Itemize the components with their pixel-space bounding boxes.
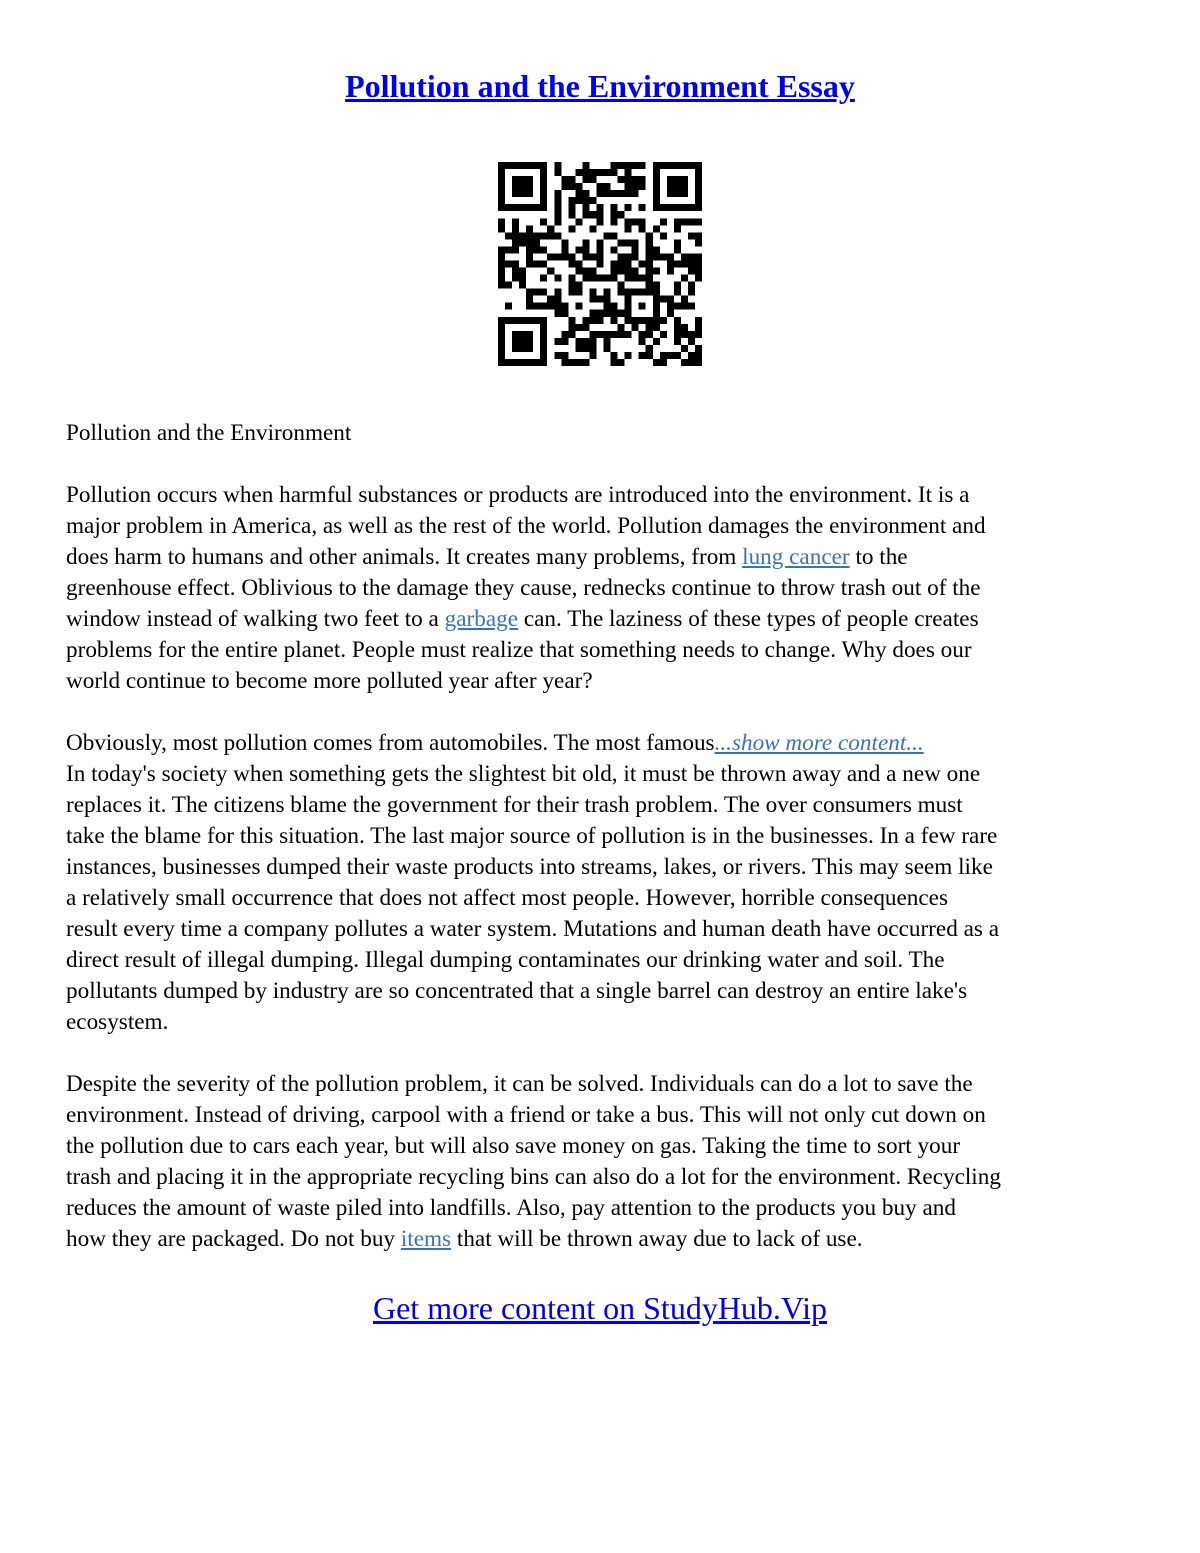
get-more-content-link[interactable]: Get more content on StudyHub.Vip <box>372 1290 827 1326</box>
text-line: how they are packaged. Do not buy items that will be thrown away due to lack of use. <box>66 1226 863 1252</box>
text-line: trash and placing it in the appropriate recycling bins can also do a lot for the environment. Recycling <box>66 1164 1001 1190</box>
text-line: ecosystem. <box>66 1009 169 1035</box>
text-line: window instead of walking two feet to a garbage can. The laziness of these types of people creates <box>66 606 979 632</box>
text-line: the pollution due to cars each year, but will also save money on gas. Taking the time to sort your <box>66 1133 961 1159</box>
text-line: problems for the entire planet. People must realize that something needs to change. Why does our <box>66 637 972 663</box>
paragraph-3 <box>66 1069 1141 1255</box>
essay-title <box>0 66 1200 106</box>
text-line: result every time a company pollutes a water system. Mutations and human death have occurred as a <box>66 916 999 942</box>
text-line: direct result of illegal dumping. Illegal dumping contaminates our drinking water and soil. The <box>66 947 945 973</box>
text-line: a relatively small occurrence that does not affect most people. However, horrible consequences <box>66 885 948 911</box>
text-line: world continue to become more polluted year after year? <box>66 668 593 694</box>
text-line: greenhouse effect. Oblivious to the damage they cause, rednecks continue to throw trash out of the <box>66 575 981 601</box>
text-line: Pollution occurs when harmful substances or products are introduced into the environment. It is a <box>66 482 970 508</box>
paragraph-1 <box>66 480 1141 697</box>
essay-body <box>66 418 1141 1255</box>
text-line: reduces the amount of waste piled into landfills. Also, pay attention to the products you buy and <box>66 1195 956 1221</box>
text-line: major problem in America, as well as the rest of the world. Pollution damages the environment and <box>66 513 986 539</box>
footer <box>0 1288 1200 1328</box>
qr-code-icon <box>498 162 702 366</box>
keyword-link-lung-cancer[interactable]: lung cancer <box>742 544 850 570</box>
show-more-content-link[interactable]: ...show more content... <box>714 730 924 756</box>
keyword-link-items[interactable]: items <box>400 1226 452 1252</box>
text-line: In today's society when something gets the slightest bit old, it must be thrown away and a new one <box>66 761 981 787</box>
essay-subtitle: Pollution and the Environment <box>66 420 352 446</box>
text-line: Obviously, most pollution comes from automobiles. The most famous...show more content... <box>66 730 924 756</box>
text-line: Despite the severity of the pollution problem, it can be solved. Individuals can do a lot to save the <box>66 1071 973 1097</box>
text-line: instances, businesses dumped their waste products into streams, lakes, or rivers. This may seem like <box>66 854 993 880</box>
text-line: replaces it. The citizens blame the government for their trash problem. The over consumers must <box>66 792 963 818</box>
text-line: does harm to humans and other animals. It creates many problems, from lung cancer to the <box>66 544 908 570</box>
text-line: take the blame for this situation. The last major source of pollution is in the businesses. In a few rare <box>66 823 998 849</box>
essay-title-link[interactable]: Pollution and the Environment Essay <box>345 68 855 104</box>
text-line: pollutants dumped by industry are so concentrated that a single barrel can destroy an entire lake's <box>66 978 968 1004</box>
text-line: environment. Instead of driving, carpool with a friend or take a bus. This will not only cut down on <box>66 1102 986 1128</box>
paragraph-2 <box>66 728 1141 1038</box>
keyword-link-garbage[interactable]: garbage <box>444 606 519 632</box>
